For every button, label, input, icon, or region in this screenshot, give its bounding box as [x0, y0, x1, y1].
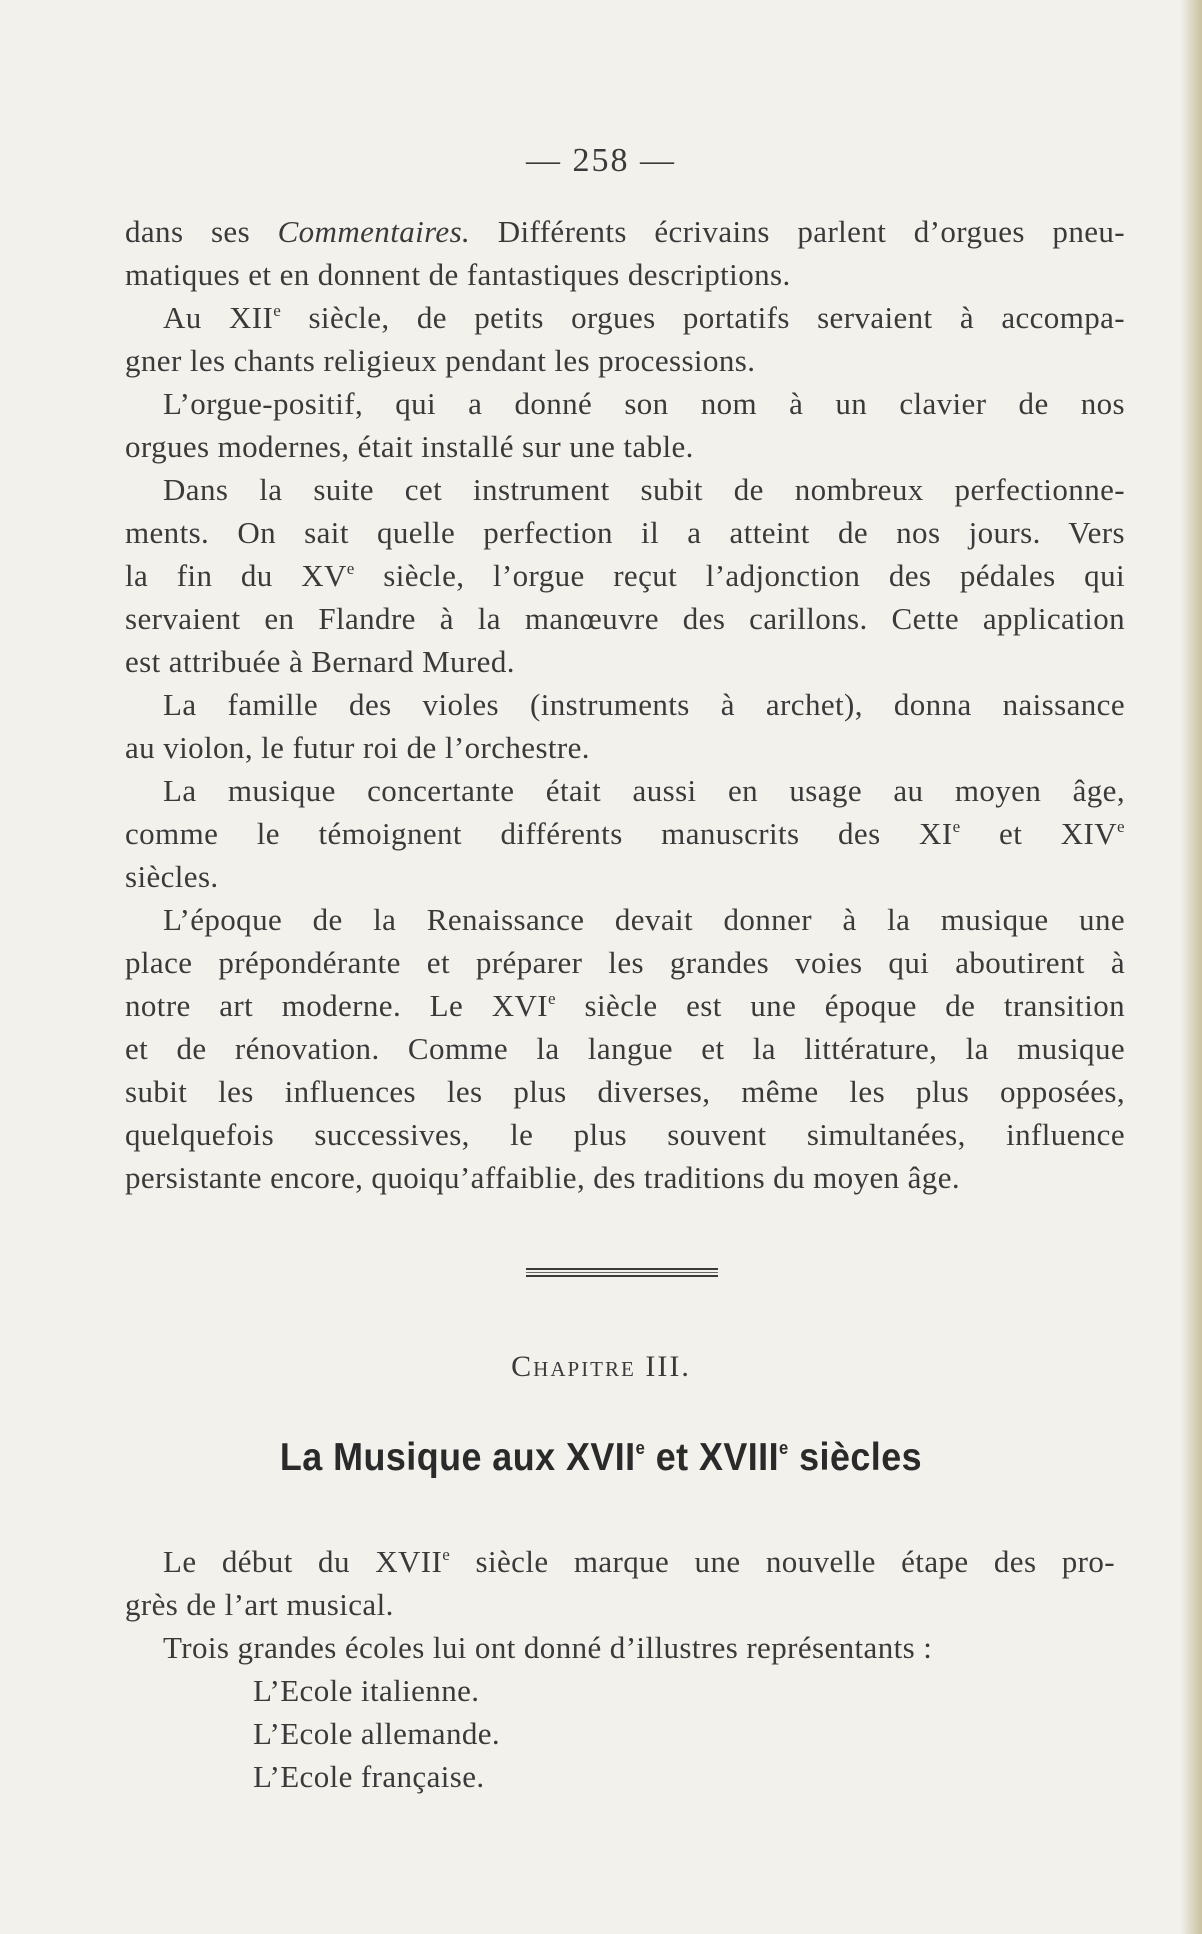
body-text-top: [125, 210, 1125, 1199]
text-line: [125, 812, 1125, 855]
text-line: siècles.: [125, 859, 219, 894]
text-run: Au XII: [163, 300, 274, 335]
text-line: Trois grandes écoles lui ont donné d’illustres représentants :: [163, 1630, 933, 1665]
text-run: siècle, l’orgue reçut l’adjonction des pédales qui: [354, 558, 1125, 593]
superscript: e: [635, 1438, 646, 1458]
page-edge-shadow: [1180, 0, 1202, 1934]
superscript: e: [779, 1438, 789, 1458]
page-number: — 258 —: [526, 142, 676, 179]
text-line: [125, 1540, 1115, 1583]
chapter-heading: Chapitre III.: [511, 1350, 691, 1383]
text-line: subit les influences les plus diverses, même les plus opposées,: [125, 1074, 1125, 1109]
text-line: au violon, le futur roi de l’orchestre.: [125, 730, 590, 765]
text-line: est attribuée à Bernard Mured.: [125, 644, 515, 679]
list-item: L’Ecole allemande.: [253, 1716, 501, 1751]
text-run: dans ses: [125, 214, 278, 249]
title-run: La Musique aux XVII: [279, 1436, 636, 1479]
text-line: orgues modernes, était installé sur une table.: [125, 429, 694, 464]
italic-title: Commentaires.: [277, 214, 471, 249]
text-run: Le début du XVII: [163, 1544, 443, 1579]
superscript: e: [273, 301, 282, 320]
text-line: L’époque de la Renaissance devait donner à la musique une: [163, 902, 1125, 937]
text-line: quelquefois successives, le plus souvent simultanées, influence: [125, 1117, 1125, 1152]
text-line: place prépondérante et préparer les grandes voies qui aboutirent à: [125, 945, 1125, 980]
text-line: Dans la suite cet instrument subit de nombreux perfectionne-: [163, 472, 1125, 507]
text-line: matiques et en donnent de fantastiques descriptions.: [125, 257, 791, 292]
text-line: [125, 984, 1125, 1027]
text-line: [125, 296, 1125, 339]
text-run: comme le témoignent différents manuscrits des XI: [125, 816, 953, 851]
superscript: e: [346, 559, 355, 578]
text-line: et de rénovation. Comme la langue et la littérature, la musique: [125, 1031, 1125, 1066]
section-divider: [526, 1268, 718, 1277]
title-run: siècles: [788, 1436, 923, 1479]
text-line: L’orgue-positif, qui a donné son nom à un clavier de nos: [163, 386, 1125, 421]
list-item: L’Ecole italienne.: [253, 1673, 480, 1708]
text-run: Différents écrivains parlent d’orgues pneu-: [470, 214, 1125, 249]
superscript: e: [952, 817, 961, 836]
body-text-bottom: [125, 1540, 1115, 1798]
text-line: gner les chants religieux pendant les processions.: [125, 343, 756, 378]
list-item: L’Ecole française.: [253, 1759, 485, 1794]
text-run: siècle marque une nouvelle étape des pro-: [450, 1544, 1115, 1579]
text-run: notre art moderne. Le XVI: [125, 988, 549, 1023]
text-line: grès de l’art musical.: [125, 1587, 394, 1622]
text-run: la fin du XV: [125, 558, 347, 593]
text-line: persistante encore, quoiqu’affaiblie, des traditions du moyen âge.: [125, 1160, 961, 1195]
text-line: [125, 554, 1125, 597]
text-run: siècle est une époque de transition: [556, 988, 1125, 1023]
text-line: [125, 210, 1125, 253]
text-run: siècle, de petits orgues portatifs servaient à accompa-: [281, 300, 1125, 335]
superscript: e: [1117, 817, 1125, 836]
text-line: La musique concertante était aussi en usage au moyen âge,: [163, 773, 1125, 808]
superscript: e: [442, 1545, 451, 1564]
text-line: servaient en Flandre à la manœuvre des carillons. Cette application: [125, 601, 1125, 636]
text-line: La famille des violes (instruments à archet), donna naissance: [163, 687, 1125, 722]
title-run: et XVIII: [645, 1436, 780, 1479]
superscript: e: [548, 989, 556, 1008]
text-line: ments. On sait quelle perfection il a atteint de nos jours. Vers: [125, 515, 1125, 550]
text-run: et XIV: [960, 816, 1118, 851]
chapter-title: [48, 1436, 1154, 1480]
